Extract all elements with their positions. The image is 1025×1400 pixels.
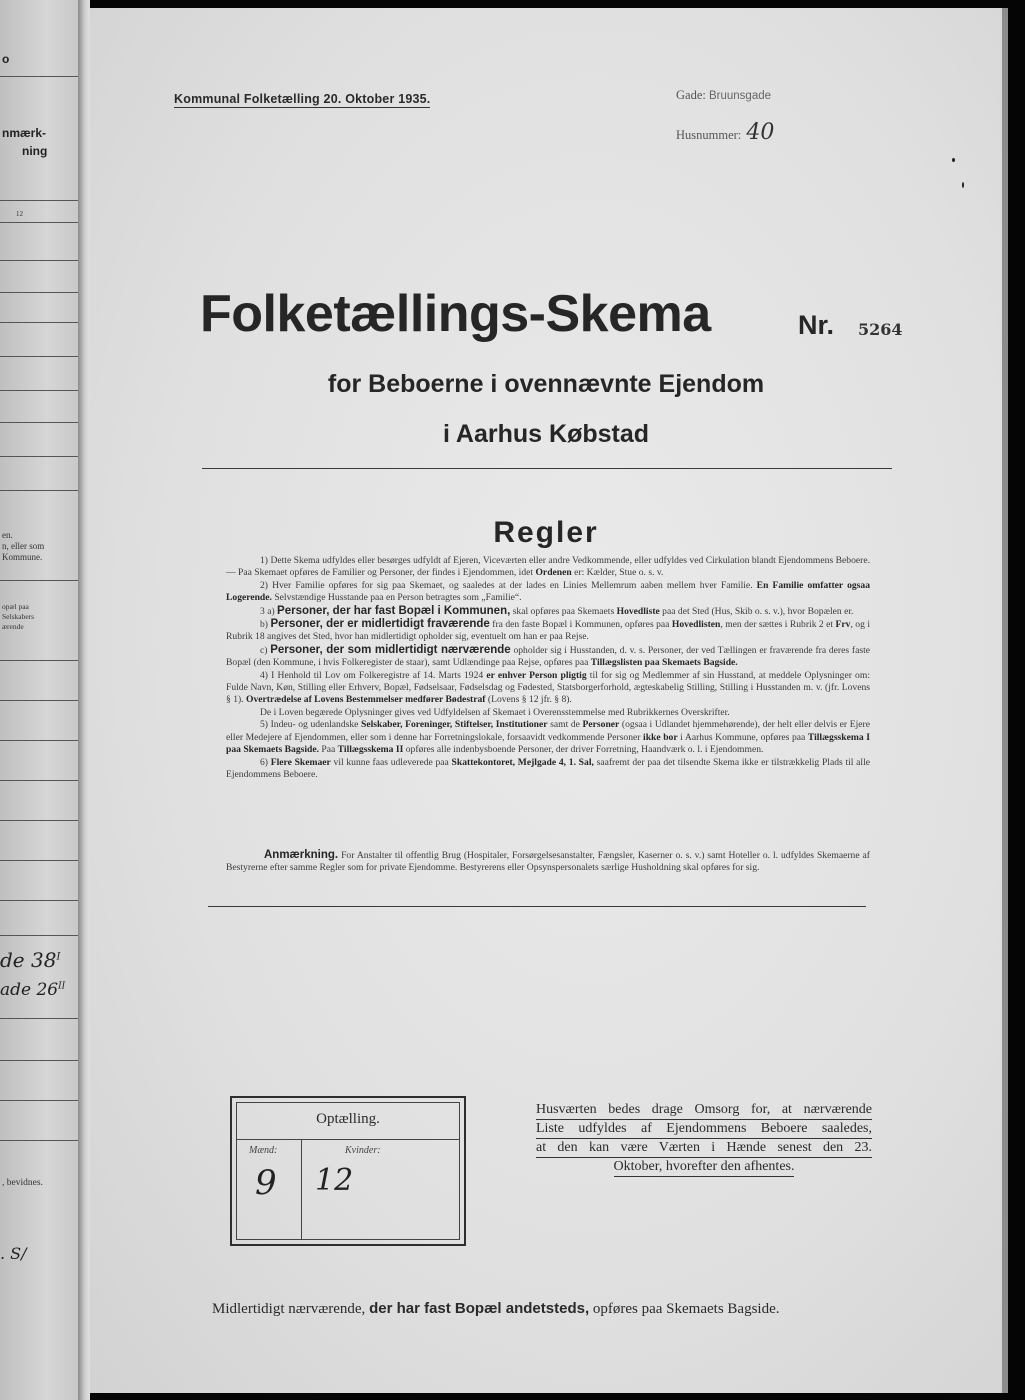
count-divider: [237, 1139, 459, 1140]
left-rule: [0, 222, 78, 223]
left-rule: [0, 1060, 78, 1061]
left-rule: [0, 356, 78, 357]
rules-heading: Regler: [493, 516, 599, 549]
rule-3a: 3 a) Personer, der har fast Bopæl i Kommunen, skal opføres paa Skemaets Hovedliste paa det Sted (Hus, Skib o. s. v.), hvor Bopælen er.: [260, 604, 854, 617]
remark-heading: Anmærkning.: [264, 849, 339, 861]
women-count: 12: [315, 1163, 354, 1198]
left-note1: en. n, eller som Kommune.: [2, 530, 45, 562]
men-count: 9: [255, 1163, 277, 1203]
left-column-number: 12: [16, 210, 23, 218]
census-form-page: [90, 8, 1002, 1393]
rule-4-note: De i Loven begærede Oplysninger gives ved Udfyldelsen af Skemaet i Overensstemmelse med Rubrikkernes Overskrifter.: [260, 706, 730, 718]
left-rule: [0, 260, 78, 261]
rule-2: 2) Hver Familie opføres for sig paa Skemaet, og saaledes at der lades en Linies Mellemrum aaben mellem hver Familie. En Familie omfatter ogsaa Logerende. Selvstændige Husstande paa en Person betragtes som „Familie“.: [226, 579, 870, 604]
house-number-field: [676, 120, 774, 145]
title-divider: [202, 468, 892, 469]
rule-4: 4) I Henhold til Lov om Folkeregistre af 14. Marts 1924 er enhver Person pligtig til for sig og Medlemmer af sin Husstand, at meddele Oplysninger om: Fulde Navn, Køn, Stilling eller Erhverv, Bopæl, Fødselsaar, Fødselsdag og Fødested, Statsborgerforhold, ægteskabelig Stilling, Stilling i Husstanden m. v. (jfr. Lovens § 1). Overtrædelse af Lovens Bestemmelser medfører Bødestraf (Lovens § 12 jfr. § 8).: [226, 669, 870, 706]
left-rule: [0, 322, 78, 323]
left-rule: [0, 820, 78, 821]
remark-text: Anmærkning. For Anstalter til offentlig Brug (Hospitaler, Forsørgelsesanstalter, Fængsler, Kaserner o. s. v.) samt Hoteller o. l. udfyldes Skemaerne af Bestyrerne efter samme Regler som for private Ejendomme. Bestyrerens eller Opsynspersonalets særlige Husholdning skal opføres for sig.: [226, 849, 870, 874]
count-box: [230, 1096, 466, 1246]
rules-divider: [208, 906, 866, 907]
page-edge: [1002, 8, 1008, 1393]
left-note2: opæl paa Selskabers ærende: [2, 602, 35, 631]
left-rule: [0, 935, 78, 936]
left-rule: [0, 292, 78, 293]
notice-line-4: Oktober, hvorefter den afhentes.: [614, 1158, 795, 1177]
previous-page-strip: [0, 0, 78, 1400]
left-rule: [0, 660, 78, 661]
left-top-text: o: [2, 52, 10, 66]
house-number-label: Husnummer:: [676, 128, 742, 142]
rule-3c: c) Personer, der som midlertidigt nærværende opholder sig i Husstanden, d. v. s. Personer, der ved Tællingen er fraværende fra deres faste Bopæl (den Kommune, i hvis Folkeregister de staar), samt Udlændinge paa Rejse, opføres paa Tillægslisten paa Skemaets Bagside.: [226, 643, 870, 669]
left-rule: [0, 580, 78, 581]
rule-1: 1) Dette Skema udfyldes eller besørges udfyldt af Ejeren, Viceværten eller andre Vedkommende, eller udfyldes ved Cirkulation blandt Ejendommens Beboere. — Paa Skemaet opføres de Familier og Personer, der findes i Ejendommen, idet Ordenen er: Kælder, Stue o. s. v.: [226, 555, 870, 579]
left-handwriting-3: . S/: [0, 1244, 27, 1263]
left-rule: [0, 860, 78, 861]
left-heading-line1: nmærk-: [2, 126, 47, 140]
left-rule: [0, 740, 78, 741]
left-rule: [0, 490, 78, 491]
left-rule: [0, 1100, 78, 1101]
form-number-value: 5264: [858, 320, 903, 339]
women-label: Kvinder:: [345, 1145, 381, 1156]
left-rule: [0, 700, 78, 701]
dust-speck: [962, 182, 964, 188]
rule-3b: b) Personer, der er midlertidigt fraværende fra den faste Bopæl i Kommunen, opføres paa Hovedlisten, men der sættes i Rubrik 2 et Frv, og i Rubrik 18 angives det Sted, hvor han midlertidigt opholder sig, eventuelt om han er paa Rejse.: [226, 618, 870, 643]
street-field: [676, 88, 771, 103]
landlord-notice: [536, 1101, 872, 1177]
left-rule: [0, 76, 78, 77]
left-rule: [0, 1140, 78, 1141]
left-rule: [0, 200, 78, 201]
book-gutter: [78, 0, 90, 1400]
left-handwriting-2: ade $26^{II}$: [0, 980, 66, 1000]
left-rule: [0, 780, 78, 781]
notice-line-2: Liste udfyldes af Ejendommens Beboere saaledes,: [536, 1120, 872, 1139]
street-label: Gade:: [676, 88, 706, 102]
men-label: Mænd:: [249, 1145, 278, 1156]
form-subtitle: for Beboerne i ovennævnte Ejendom: [327, 370, 765, 398]
street-value: Bruunsgade: [708, 90, 772, 102]
notice-line-1: Husværten bedes drage Omsorg for, at nærværende: [536, 1101, 872, 1120]
rule-5: 5) Indeu- og udenlandske Selskaber, Foreninger, Stiftelser, Institutioner samt de Personer (ogsaa i Udlandet hjemmehørende), der helt eller delvis er Ejere eller Medejere af Ejendommen, eller som i denne har Forretningslokale, forsaavidt vedkommende Personer ikke bor i Aarhus Kommune, opføres paa Tillægsskema I paa Skemaets Bagside. Paa Tillægsskema II opføres alle indenbysboende Personer, der driver Forretning, Haandværk o. l. i Ejendommen.: [226, 719, 870, 756]
census-header: Kommunal Folketælling 20. Oktober 1935.: [174, 92, 431, 106]
left-handwriting-1: de $38^I$: [0, 948, 61, 972]
dust-speck: [952, 158, 955, 162]
left-rule: [0, 456, 78, 457]
left-rule: [0, 422, 78, 423]
form-title: Folketællings-Skema: [200, 285, 711, 343]
count-title: Optælling.: [316, 1111, 380, 1127]
left-heading-line2: ning: [22, 144, 48, 158]
left-rule: [0, 900, 78, 901]
count-column-divider: [301, 1139, 302, 1239]
notice-line-3: at den kan være Værten i Hænde senest den 23.: [536, 1139, 872, 1158]
footer-instruction: Midlertidigt nærværende, der har fast Bopæl andetsteds, opføres paa Skemaets Bagside.: [212, 1300, 780, 1317]
house-number-value: 40: [746, 120, 775, 145]
left-note3: , bevidnes.: [2, 1178, 43, 1188]
form-location: i Aarhus Købstad: [442, 420, 650, 448]
left-rule: [0, 390, 78, 391]
left-rule: [0, 1018, 78, 1019]
form-number-label: Nr.: [798, 310, 835, 340]
rule-6: 6) Flere Skemaer vil kunne faas udleverede paa Skattekontoret, Mejlgade 4, 1. Sal, saafremt der paa det tilsendte Skema ikke er tilstrækkelig Plads til alle Ejendommens Beboere.: [226, 756, 871, 780]
rules-text: [226, 555, 870, 781]
